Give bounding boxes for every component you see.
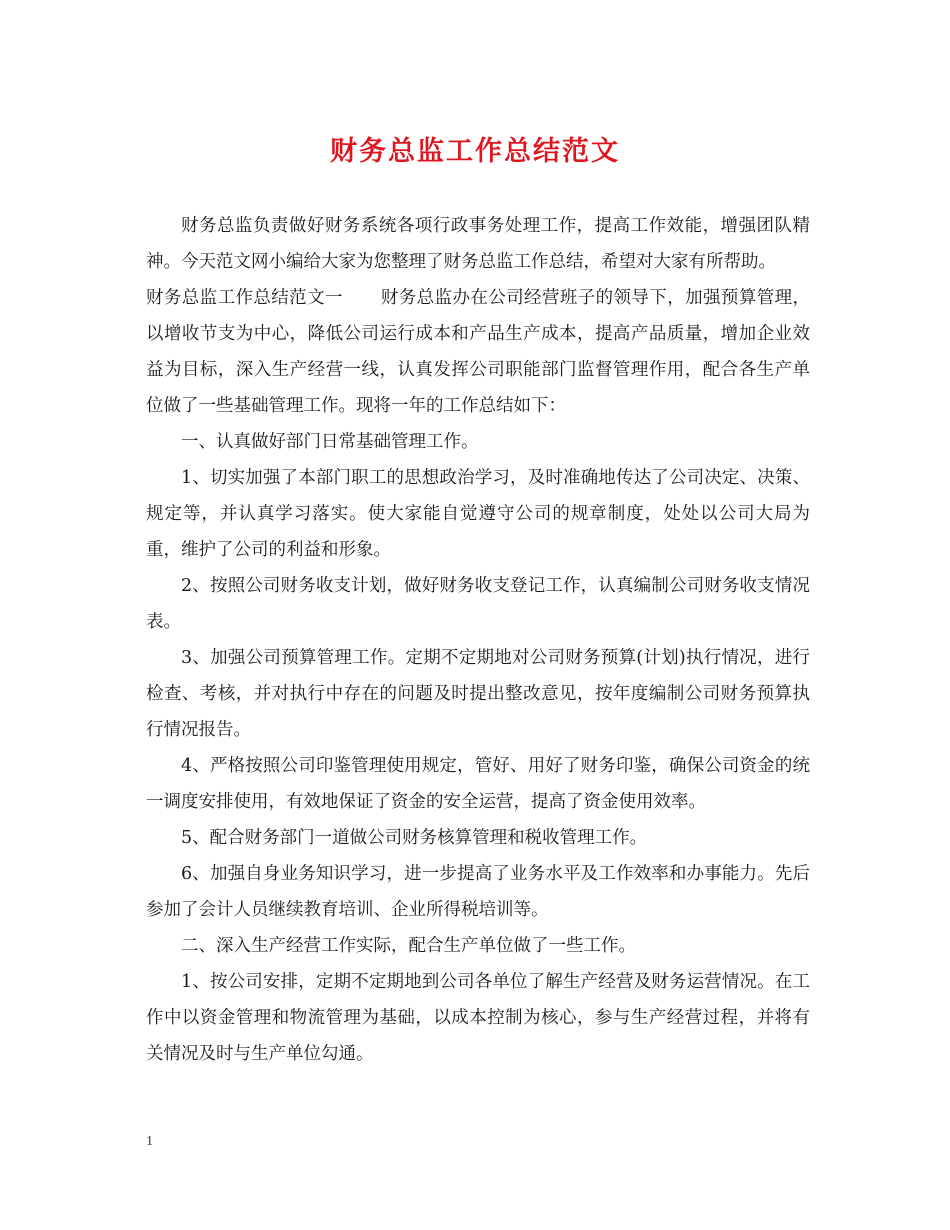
section-text: 财务总监办在公司经营班子的领导下，加强预算管理，以增收节支为中心，降低公司运行成本和产品生产成本，提高产品质量，增加企业效益为目标，深入生产经营一线，认真发挥公司职能部门监督管理作用，配合各生产单位做了一些基础管理工作。现将一年的工作总结如下： — [146, 288, 811, 416]
item-1-1: 1、切实加强了本部门职工的思想政治学习，及时准确地传达了公司决定、决策、规定等，并认真学习落实。使大家能自觉遵守公司的规章制度，处处以公司大局为重，维护了公司的利益和形象。 — [146, 468, 810, 560]
heading-one: 一、认真做好部门日常基础管理工作。 — [181, 432, 479, 452]
item-1-6: 6、加强自身业务知识学习，进一步提高了业务水平及工作效率和办事能力。先后参加了会计人员继续教育培训、企业所得税培训等。 — [146, 864, 810, 920]
intro-paragraph: 财务总监负责做好财务系统各项行政事务处理工作，提高工作效能，增强团队精神。今天范文网小编给大家为您整理了财务总监工作总结，希望对大家有所帮助。 — [146, 216, 810, 272]
section-one-paragraph — [146, 280, 810, 424]
item-2-1: 1、按公司安排，定期不定期地到公司各单位了解生产经营及财务运营情况。在工作中以资金管理和物流管理为基础，以成本控制为核心，参与生产经营过程，并将有关情况及时与生产单位勾通。 — [146, 972, 810, 1064]
document-title: 财务总监工作总结范文 — [330, 136, 620, 167]
page-number: 1 — [146, 1134, 153, 1149]
document-body — [146, 208, 810, 1072]
item-1-2: 2、按照公司财务收支计划，做好财务收支登记工作，认真编制公司财务收支情况表。 — [146, 576, 810, 632]
item-1-4: 4、严格按照公司印鉴管理使用规定，管好、用好了财务印鉴，确保公司资金的统一调度安排使用，有效地保证了资金的安全运营，提高了资金使用效率。 — [146, 756, 810, 812]
heading-two: 二、深入生产经营工作实际，配合生产单位做了一些工作。 — [181, 936, 636, 956]
section-label: 财务总监工作总结范文一 — [146, 288, 343, 308]
item-1-5: 5、配合财务部门一道做公司财务核算管理和税收管理工作。 — [181, 828, 648, 848]
item-1-3: 3、加强公司预算管理工作。定期不定期地对公司财务预算(计划)执行情况，进行检查、考核，并对执行中存在的问题及时提出整改意见，按年度编制公司财务预算执行情况报告。 — [146, 648, 810, 740]
